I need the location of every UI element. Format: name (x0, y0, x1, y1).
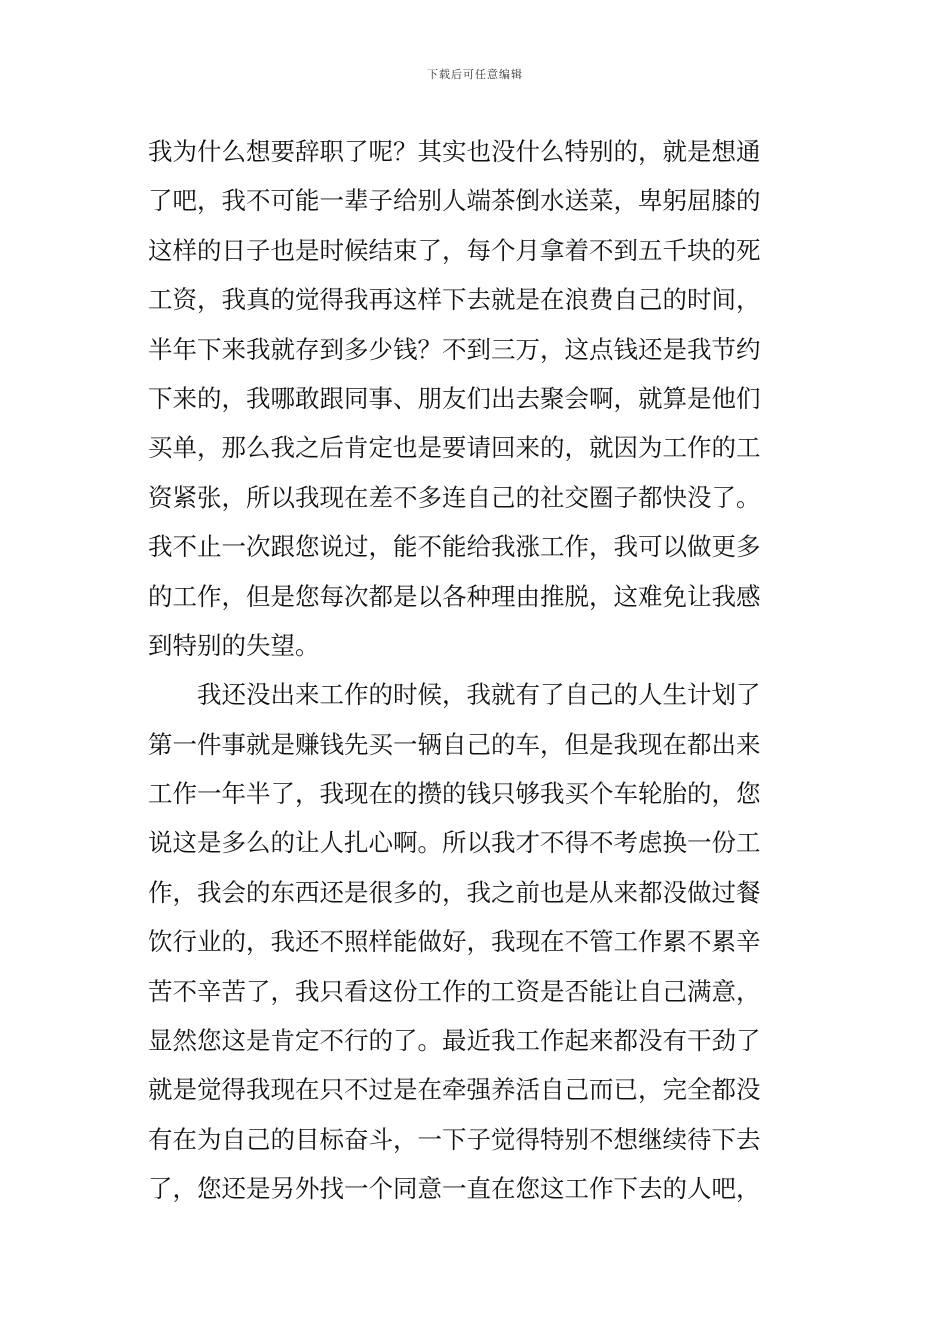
text-line: 就是觉得我现在只不过是在牵强养活自己而已，完全都没 (148, 1075, 761, 1105)
text-line: 了吧，我不可能一辈子给别人端茶倒水送菜，卑躬屈膝的 (148, 186, 761, 216)
paragraph-2 (148, 670, 804, 1213)
text-line: 半年下来我就存到多少钱？不到三万，这点钱还是我节约 (148, 334, 761, 364)
text-line: 下来的，我哪敢跟同事、朋友们出去聚会啊，就算是他们 (148, 383, 761, 413)
text-line: 了，您还是另外找一个同意一直在您这工作下去的人吧， (148, 1174, 761, 1204)
text-line: 工资，我真的觉得我再这样下去就是在浪费自己的时间， (148, 285, 761, 315)
text-line: 工作一年半了，我现在的攒的钱只够我买个车轮胎的，您 (148, 779, 761, 809)
text-line: 买单，那么我之后肯定也是要请回来的，就因为工作的工 (148, 433, 761, 463)
text-line: 我不止一次跟您说过，能不能给我涨工作，我可以做更多 (148, 532, 761, 562)
text-line: 有在为自己的目标奋斗，一下子觉得特别不想继续待下去 (148, 1124, 761, 1154)
text-line: 显然您这是肯定不行的了。最近我工作起来都没有干劲了 (148, 1026, 761, 1056)
text-line: 饮行业的，我还不照样能做好，我现在不管工作累不累辛 (148, 927, 761, 957)
page-header: 下载后可任意编辑 (427, 68, 523, 81)
text-line: 资紧张，所以我现在差不多连自己的社交圈子都快没了。 (148, 482, 761, 512)
document-body (148, 127, 804, 1214)
text-line: 的工作，但是您每次都是以各种理由推脱，这难免让我感 (148, 581, 761, 611)
text-line: 到特别的失望。 (148, 630, 320, 660)
text-line: 苦不辛苦了，我只看这份工作的工资是否能让自己满意， (148, 976, 761, 1006)
text-line: 第一件事就是赚钱先买一辆自己的车，但是我现在都出来 (148, 729, 761, 759)
text-line: 说这是多么的让人扎心啊。所以我才不得不考虑换一份工 (148, 828, 761, 858)
text-line: 我还没出来工作的时候，我就有了自己的人生计划了 (148, 680, 761, 710)
text-line: 我为什么想要辞职了呢？其实也没什么特别的，就是想通 (148, 137, 761, 166)
text-line: 这样的日子也是时候结束了，每个月拿着不到五千块的死 (148, 235, 761, 265)
paragraph-1 (148, 127, 804, 670)
text-line: 作，我会的东西还是很多的，我之前也是从来都没做过餐 (148, 877, 761, 907)
